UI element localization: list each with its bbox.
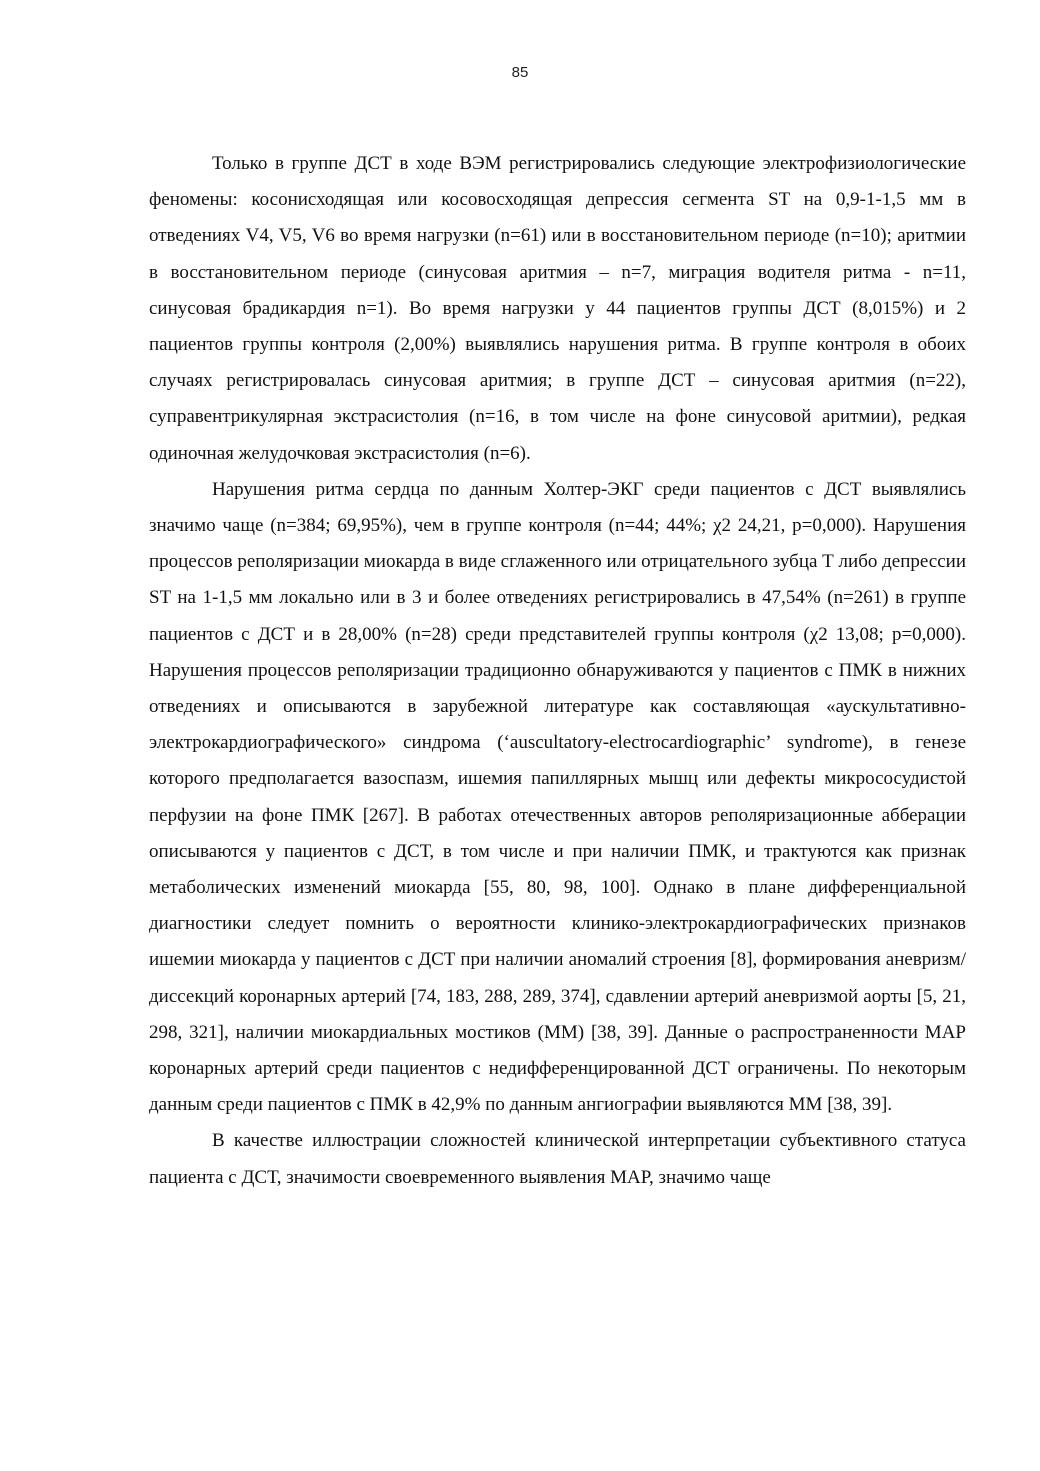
document-body bbox=[149, 146, 966, 1196]
paragraph-holter-ecg-findings: Нарушения ритма сердца по данным Холтер-ЭКГ среди пациентов с ДСТ выявлялись значимо чаще (n=384; 69,95%), чем в группе контроля (n=44; 44%; χ2 24,21, p=0,000). Нарушения процессов реполяризации миокарда в виде сглаженного или отрицательного зубца Т либо депрессии ST на 1-1,5 мм локально или в 3 и более отведениях регистрировались в 47,54% (n=261) в группе пациентов с ДСТ и в 28,00% (n=28) среди представителей группы контроля (χ2 13,08; p=0,000). Нарушения процессов реполяризации традиционно обнаруживаются у пациентов с ПМК в нижних отведениях и описываются в зарубежной литературе как составляющая «аускультативно-электрокардиографического» синдрома (‘auscultatory-electrocardiographic’ syndrome), в генезе которого предполагается вазоспазм, ишемия папиллярных мышц или дефекты микрососудистой перфузии на фоне ПМК [267]. В работах отечественных авторов реполяризационные абберации описываются у пациентов с ДСТ, в том числе и при наличии ПМК, и трактуются как признак метаболических изменений миокарда [55, 80, 98, 100]. Однако в плане дифференциальной диагностики следует помнить о вероятности клинико-электрокардиографических признаков ишемии миокарда у пациентов с ДСТ при наличии аномалий строения [8], формирования аневризм/диссекций коронарных артерий [74, 183, 288, 289, 374], сдавлении артерий аневризмой аорты [5, 21, 298, 321], наличии миокардиальных мостиков (ММ) [38, 39]. Данные о распространенности МАР коронарных артерий среди пациентов с недифференцированной ДСТ ограничены. По некоторым данным среди пациентов с ПМК в 42,9% по данным ангиографии выявляются ММ [38, 39]. bbox=[149, 478, 966, 1116]
page-number: 85 bbox=[511, 64, 529, 81]
paragraph-clinical-illustration: В качестве иллюстрации сложностей клинической интерпретации субъективного статуса пациента с ДСТ, значимости своевременного выявления МАР, значимо чаще bbox=[149, 1130, 966, 1188]
paragraph-exercise-test-findings: Только в группе ДСТ в ходе ВЭМ регистрировались следующие электрофизиологические феномены: косонисходящая или косовосходящая депрессия сегмента ST на 0,9-1-1,5 мм в отведениях V4, V5, V6 во время нагрузки (n=61) или в восстановительном периоде (n=10); аритмии в восстановительном периоде (синусовая аритмия – n=7, миграция водителя ритма - n=11, синусовая брадикардия n=1). Во время нагрузки у 44 пациентов группы ДСТ (8,015%) и 2 пациентов группы контроля (2,00%) выявлялись нарушения ритма. В группе контроля в обоих случаях регистрировалась синусовая аритмия; в группе ДСТ – синусовая аритмия (n=22), суправентрикулярная экстрасистолия (n=16, в том числе на фоне синусовой аритмии), редкая одиночная желудочковая экстрасистолия (n=6). bbox=[149, 153, 966, 464]
